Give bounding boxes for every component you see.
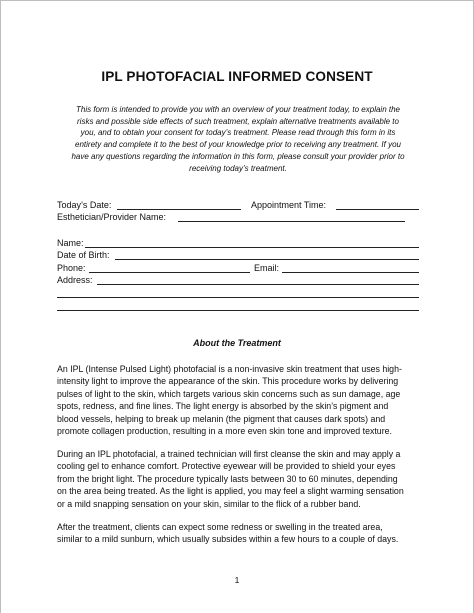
intro-line: receiving today’s treatment. [189,163,287,173]
address-line-3[interactable] [57,310,419,311]
paragraph-aftercare [57,521,421,546]
dob-row [57,249,419,261]
phone-field[interactable] [89,272,250,273]
email-label: Email: [254,263,280,273]
date-appointment-row [57,199,419,211]
paragraph-line: on the area being treated. As the light is applied, you may feel a slight warming sensation [57,486,404,497]
email-field[interactable] [282,272,419,273]
document-title: IPL PHOTOFACIAL INFORMED CONSENT [101,69,373,84]
intro-line: you, and to obtain your consent for today’s treatment. Please read through this form in its [80,128,396,138]
provider-name-field[interactable] [178,221,405,222]
intro-line: have any questions regarding the information in this form, please consult your provider prior to [71,151,405,161]
paragraph-line: An IPL (Intense Pulsed Light) photofacial is a non-invasive skin treatment that uses high- [57,364,402,374]
paragraph-line: cooling gel to enhance comfort. Protective eyewear will be provided to shield your eyes [57,461,396,472]
name-field[interactable] [85,247,419,248]
provider-name-label: Esthetician/Provider Name: [57,212,167,222]
paragraph-treatment-overview [57,363,421,437]
address-label: Address: [57,275,93,285]
paragraph-line: similar to a mild sunburn, which usually subsides within a few hours to a couple of days. [57,534,399,545]
address-field[interactable] [97,284,419,285]
todays-date-label: Today’s Date: [57,200,112,210]
appointment-time-field[interactable] [336,209,419,210]
intro-text [57,104,419,174]
dob-label: Date of Birth: [57,250,110,260]
address-row [57,274,419,286]
page-number: 1 [234,575,240,585]
section-heading-about-treatment: About the Treatment [193,338,281,348]
paragraph-line: pulses of light to the skin, which targets various skin concerns such as sun damage, age [57,388,401,399]
name-label: Name: [57,238,84,248]
paragraph-procedure [57,448,421,510]
todays-date-field[interactable] [117,209,241,210]
intro-line: risks and possible side effects of such treatment, explain alternative treatments available to [77,116,399,126]
paragraph-line: or a mild snapping sensation on your skin, similar to the flick of a rubber band. [57,498,361,509]
paragraph-line: After the treatment, clients can expect some redness or swelling in the treated area, [57,522,383,532]
dob-field[interactable] [115,259,419,260]
paragraph-line: from the bright light. The procedure typically lasts between 30 to 60 minutes, depending [57,473,398,484]
intro-line: This form is intended to provide you with an overview of your treatment today, to explain the [75,105,401,114]
phone-label: Phone: [57,263,86,273]
paragraph-line: spots, redness, and fine lines. The light energy is absorbed by the skin’s pigment and [57,401,389,412]
phone-email-row [57,262,419,274]
appointment-time-label: Appointment Time: [251,200,327,210]
name-row [57,237,419,249]
paragraph-line: During an IPL photofacial, a trained technician will first cleanse the skin and may apply a [57,449,401,459]
intro-line: entirety and complete it to the best of your knowledge prior to receiving any treatment. If you [75,140,401,150]
paragraph-line: intensity light to improve the appearance of the skin. This procedure works by delivering [57,376,399,387]
provider-row [57,211,419,223]
paragraph-line: promote collagen production, resulting in a more even skin tone and improved texture. [57,426,392,437]
paragraph-line: blood vessels, helping to break up melanin (the pigment that causes dark spots) and [57,413,386,424]
address-line-2[interactable] [57,297,419,298]
